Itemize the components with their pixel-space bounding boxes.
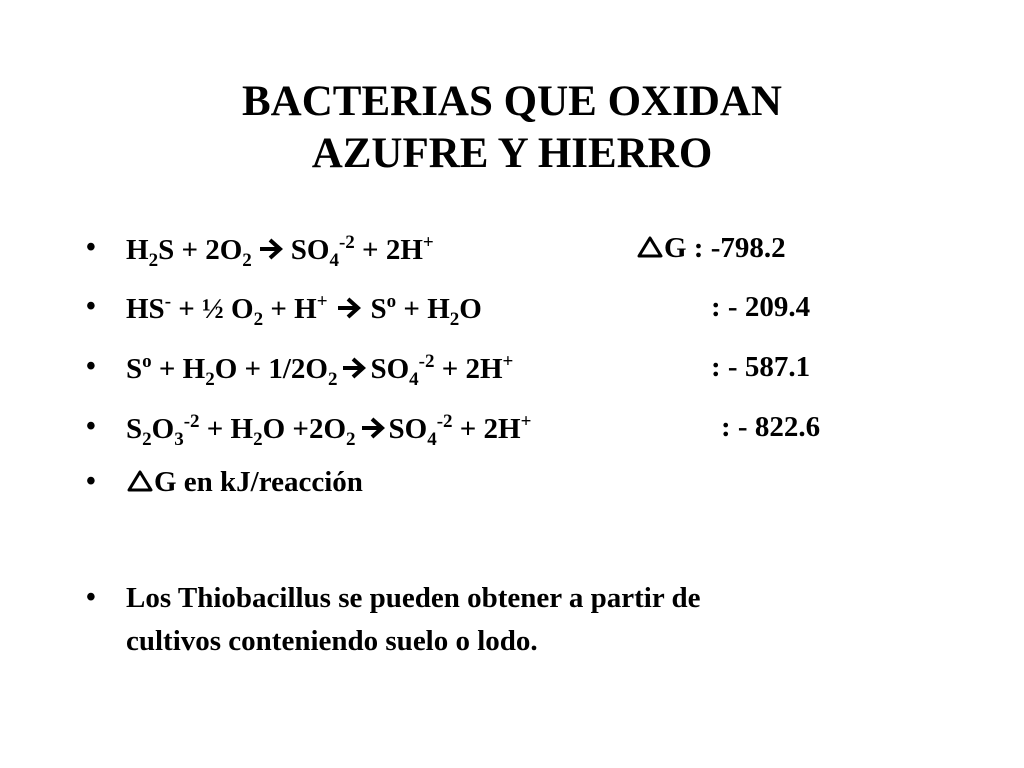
formula-text: + H [263,293,317,325]
delta-triangle-icon [126,469,154,493]
formula-text: S [126,413,143,445]
formula-text: + H [199,413,254,445]
superscript: o [386,291,397,312]
superscript: -2 [183,411,200,432]
subscript: 4 [409,369,419,390]
formula-text: HS [126,293,165,325]
delta-g-value: G : -798.2 [664,232,786,264]
formula-text: + H [151,353,206,385]
note-text-line [126,466,363,499]
subscript: 4 [329,250,339,271]
reaction-2-delta-g: : - 209.4 [711,291,811,323]
superscript: + [520,411,532,432]
subscript: 2 [327,369,338,390]
formula-text: + H [396,293,450,325]
paragraph-line-1: Los Thiobacillus se pueden obtener a partir de [126,582,701,614]
formula-text: + 2H [434,353,503,385]
superscript: -2 [418,351,435,372]
superscript: - [164,291,172,312]
title-line-1: BACTERIAS QUE OXIDAN [242,78,782,125]
formula-text: S [370,293,387,325]
bullet-marker: • [86,466,96,497]
delta-triangle-icon [636,235,664,259]
title-line-2: AZUFRE Y HIERRO [311,130,713,177]
bullet-marker: • [86,291,96,322]
superscript: + [502,351,514,372]
bullet-marker: • [86,351,96,382]
reaction-1-equation [126,232,434,272]
formula-text: SO [388,413,428,445]
reaction-4-delta-g: : - 822.6 [721,411,821,443]
formula-text: S [126,353,143,385]
reaction-2-equation [126,291,482,331]
thiobacillus-paragraph [126,577,700,663]
reaction-3-delta-g: : - 587.1 [711,351,811,383]
formula-text: O +2O [262,413,347,445]
formula-text: H [126,234,149,266]
formula-text: + ½ O [171,293,254,325]
reaction-3-equation [126,351,513,391]
formula-text: O + 1/2O [214,353,328,385]
formula-text: + 2H [452,413,521,445]
subscript: 3 [174,429,184,450]
formula-text: SO [290,234,330,266]
superscript: -2 [436,411,453,432]
superscript: -2 [338,232,355,253]
formula-text: + 2H [354,234,423,266]
right-arrow-icon [360,415,387,441]
bullet-marker: • [86,232,96,263]
bullet-marker: • [86,582,96,613]
subscript: 2 [142,429,152,450]
note-text: G en kJ/reacción [154,466,363,498]
superscript: o [142,351,152,372]
subscript: 2 [205,369,215,390]
subscript: 4 [427,429,437,450]
subscript: 2 [148,250,159,271]
bullet-marker: • [86,411,96,442]
right-arrow-icon [336,295,363,321]
paragraph-line-2: cultivos conteniendo suelo o lodo. [126,625,538,657]
superscript: + [422,232,434,253]
formula-text: S + 2O [158,234,243,266]
formula-text: O [151,413,175,445]
right-arrow-icon [258,236,285,262]
subscript: 2 [253,429,263,450]
reaction-1-delta-g [636,232,786,265]
formula-text: O [459,293,482,325]
subscript: 2 [253,309,264,330]
subscript: 2 [242,250,252,271]
reaction-4-equation [126,411,531,451]
subscript: 2 [346,429,356,450]
superscript: + [316,291,328,312]
subscript: 2 [449,309,460,330]
formula-text: SO [370,353,410,385]
right-arrow-icon [341,355,368,381]
